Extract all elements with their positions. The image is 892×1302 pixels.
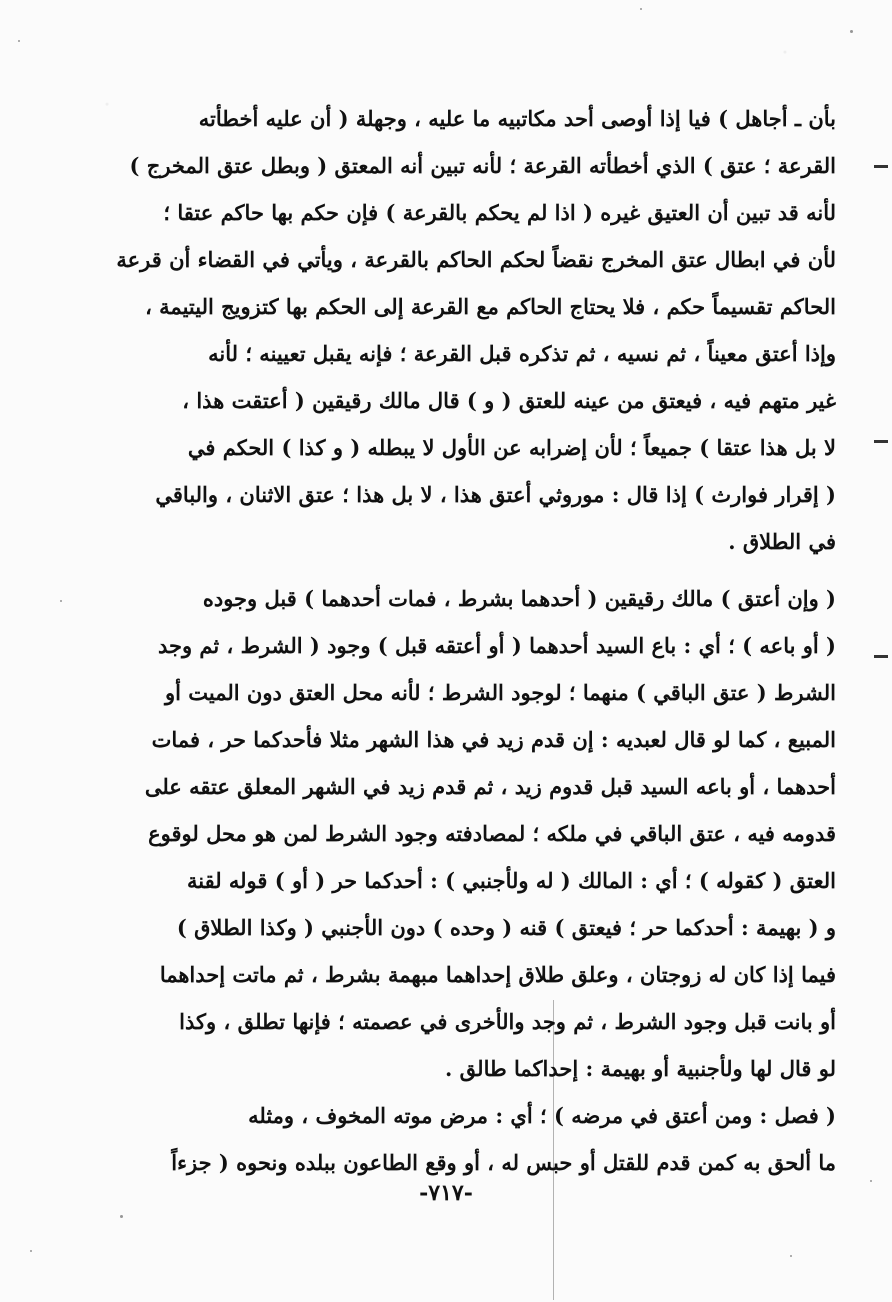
text-line: قدومه فيه ، عتق الباقي في ملكه ؛ لمصادفته وجود الشرط لمن هو محل لوقوع <box>148 821 836 846</box>
text-line: لأن في ابطال عتق المخرج نقضاً لحكم الحاكم بالقرعة ، ويأتي في القضاء أن قرعة <box>116 247 836 272</box>
scan-speck <box>60 600 62 602</box>
text-line: لا بل هذا عتقا ) جميعاً ؛ لأن إضرابه عن الأول لا يبطله ( و كذا ) الحكم في <box>187 435 836 460</box>
text-line: بأن ـ أجاهل ) فيا إذا أوصى أحد مكاتبيه ما عليه ، وجهلة ( أن عليه أخطأته <box>198 106 836 131</box>
margin-mark <box>874 655 888 658</box>
scan-speck <box>120 1215 123 1218</box>
text-line: وإذا أعتق معيناً ، ثم نسيه ، ثم تذكره قبل القرعة ؛ فإنه يقبل تعيينه ؛ لأنه <box>208 341 836 366</box>
text-line: ما ألحق به كمن قدم للقتل أو حبس له ، أو وقع الطاعون ببلده ونحوه ( جزءاً <box>171 1150 836 1175</box>
margin-mark <box>874 440 888 443</box>
paragraph-gap <box>112 565 836 575</box>
body-text <box>112 95 836 1186</box>
text-line: ( أو باعه ) ؛ أي : باع السيد أحدهما ( أو أعتقه قبل ) وجود ( الشرط ، ثم وجد <box>157 633 836 658</box>
text-line: العتق ( كقوله ) ؛ أي : المالك ( له ولأجنبي ) : أحدكما حر ( أو ) قوله لقنة <box>186 868 836 893</box>
text-line: أحدهما ، أو باعه السيد قبل قدوم زيد ، ثم قدم زيد في الشهر المعلق عتقه على <box>144 774 836 799</box>
scan-speck <box>790 1255 792 1257</box>
text-line: ( فصل : ومن أعتق في مرضه ) ؛ أي : مرض موته المخوف ، ومثله <box>248 1103 836 1128</box>
text-line: القرعة ؛ عتق ) الذي أخطأته القرعة ؛ لأنه تبين أنه المعتق ( وبطل عتق المخرج ) <box>129 153 836 178</box>
text-line: فيما إذا كان له زوجتان ، وعلق طلاق إحداهما مبهمة بشرط ، ثم ماتت إحداهما <box>159 962 836 987</box>
scan-speck <box>850 30 853 33</box>
text-line: الحاكم تقسيماً حكم ، فلا يحتاج الحاكم مع القرعة إلى الحكم بها كتزويج اليتيمة ، <box>145 294 836 319</box>
text-line: لأنه قد تبين أن العتيق غيره ( اذا لم يحكم بالقرعة ) فإن حكم بها حاكم عتقا ؛ <box>163 200 836 225</box>
page-number: -٧١٧- <box>419 1180 473 1206</box>
text-line: في الطلاق . <box>728 529 836 554</box>
text-line: لو قال لها ولأجنبية أو بهيمة : إحداكما طالق . <box>445 1056 836 1081</box>
scan-speck <box>30 1250 32 1252</box>
text-line: المبيع ، كما لو قال لعبديه : إن قدم زيد في هذا الشهر مثلا فأحدكما حر ، فمات <box>151 727 836 752</box>
text-line: غير متهم فيه ، فيعتق من عينه للعتق ( و ) قال مالك رقيقين ( أعتقت هذا ، <box>182 388 836 413</box>
text-line: الشرط ( عتق الباقي ) منهما ؛ لوجود الشرط ؛ لأنه محل العتق دون الميت أو <box>164 680 836 705</box>
scan-speck <box>640 8 642 10</box>
text-line: ( وإن أعتق ) مالك رقيقين ( أحدهما بشرط ، فمات أحدهما ) قبل وجوده <box>202 586 836 611</box>
text-line: و ( بهيمة : أحدكما حر ؛ فيعتق ) قنه ( وحده ) دون الأجنبي ( وكذا الطلاق ) <box>176 915 836 940</box>
text-line: ( إقرار فوارث ) إذا قال : موروثي أعتق هذا ، لا بل هذا ؛ عتق الاثنان ، والباقي <box>155 482 836 507</box>
scan-speck <box>18 40 20 42</box>
text-line: أو بانت قبل وجود الشرط ، ثم وجد والأخرى في عصمته ؛ فإنها تطلق ، وكذا <box>179 1009 836 1034</box>
margin-mark <box>874 165 888 168</box>
